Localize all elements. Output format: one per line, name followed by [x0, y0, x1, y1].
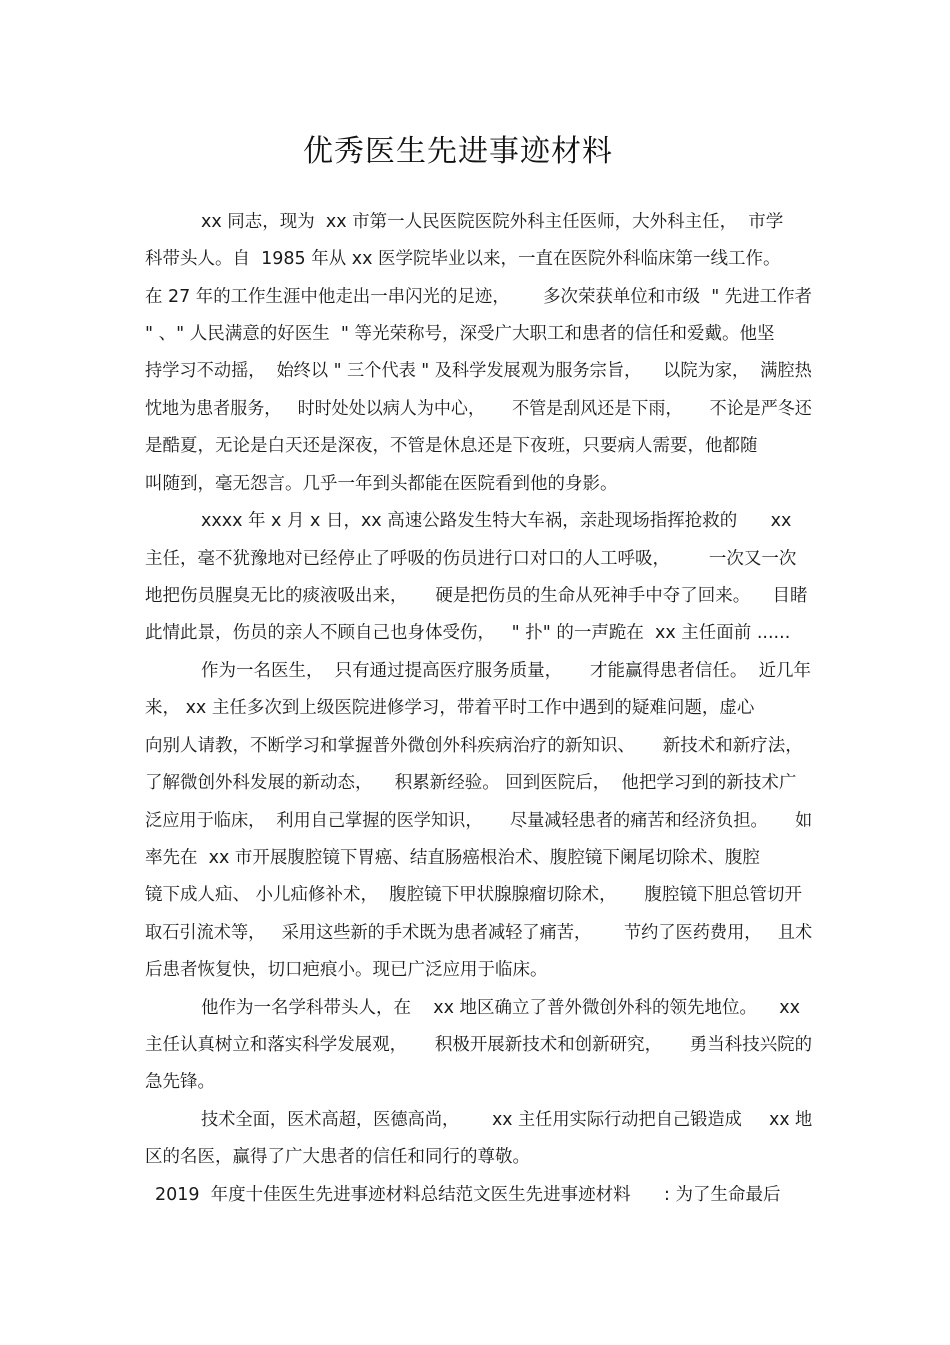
paragraph-line: 泛应用于临床， 利用自己掌握的医学知识， 尽量减轻患者的痛苦和经济负担。 如 [145, 811, 813, 831]
paragraph-line: 急先锋。 [145, 1072, 215, 1092]
paragraph-line: " 、" 人民满意的好医生 " 等光荣称号，深受广大职工和患者的信任和爱戴。他坚 [145, 324, 775, 344]
paragraph-line: xx 同志，现为 xx 市第一人民医院医院外科主任医师，大外科主任， 市学 [201, 212, 784, 232]
paragraph-line: 镜下成人疝、 小儿疝修补术， 腹腔镜下甲状腺腺瘤切除术， 腹腔镜下胆总管切开 [145, 885, 802, 905]
paragraph-line: 是酷夏，无论是白天还是深夜，不管是休息还是下夜班，只要病人需要，他都随 [145, 436, 758, 456]
paragraph-line: 率先在 xx 市开展腹腔镜下胃癌、结直肠癌根治术、腹腔镜下阑尾切除术、腹腔 [145, 848, 760, 868]
paragraph-line: 来， xx 主任多次到上级医院进修学习，带着平时工作中遇到的疑难问题，虚心 [145, 698, 755, 718]
paragraph-line: 地把伤员腥臭无比的痰液吸出来， 硬是把伤员的生命从死神手中夺了回来。 目睹 [145, 586, 808, 606]
paragraph-line: 在 27 年的工作生涯中他走出一串闪光的足迹， 多次荣获单位和市级 " 先进工作者 [145, 287, 813, 307]
paragraph-line: xxxx 年 x 月 x 日，xx 高速公路发生特大车祸，亲赴现场指挥抢救的 xx [201, 511, 792, 531]
paragraph-line: 持学习不动摇， 始终以 " 三个代表 " 及科学发展观为服务宗旨， 以院为家， 满腔热 [145, 361, 812, 381]
paragraph-line: 此情此景，伤员的亲人不顾自己也身体受伤， " 扑" 的一声跪在 xx 主任面前 ...... [145, 623, 791, 643]
related-article-line: 2019 年度十佳医生先进事迹材料总结范文医生先进事迹材料 : 为了生命最后 [155, 1185, 781, 1205]
paragraph-line: 他作为一名学科带头人，在 xx 地区确立了普外微创外科的领先地位。 xx [201, 998, 800, 1018]
paragraph-line: 主任认真树立和落实科学发展观， 积极开展新技术和创新研究， 勇当科技兴院的 [145, 1035, 813, 1055]
paragraph-line: 区的名医，赢得了广大患者的信任和同行的尊敬。 [145, 1147, 530, 1167]
paragraph-line: 后患者恢复快，切口疤痕小。现已广泛应用于临床。 [145, 960, 548, 980]
paragraph-line: 向别人请教，不断学习和掌握普外微创外科疾病治疗的新知识、 新技术和新疗法， [145, 736, 803, 756]
paragraph-line: 作为一名医生， 只有通过提高医疗服务质量， 才能赢得患者信任。 近几年 [201, 661, 812, 681]
document-title: 优秀医生先进事迹材料 [303, 134, 613, 169]
paragraph-line: 了解微创外科发展的新动态， 积累新经验。 回到医院后， 他把学习到的新技术广 [145, 773, 797, 793]
paragraph-line: 取石引流术等， 采用这些新的手术既为患者减轻了痛苦， 节约了医药费用， 且术 [145, 923, 813, 943]
paragraph-line: 叫随到，毫无怨言。几乎一年到头都能在医院看到他的身影。 [145, 474, 618, 494]
paragraph-line: 技术全面，医术高超，医德高尚， xx 主任用实际行动把自己锻造成 xx 地 [201, 1110, 813, 1130]
paragraph-line: 主任，毫不犹豫地对已经停止了呼吸的伤员进行口对口的人工呼吸， 一次又一次 [145, 549, 797, 569]
paragraph-line: 忱地为患者服务， 时时处处以病人为中心， 不管是刮风还是下雨， 不论是严冬还 [145, 399, 812, 419]
paragraph-line: 科带头人。自 1985 年从 xx 医学院毕业以来，一直在医院外科临床第一线工作。 [145, 249, 781, 269]
